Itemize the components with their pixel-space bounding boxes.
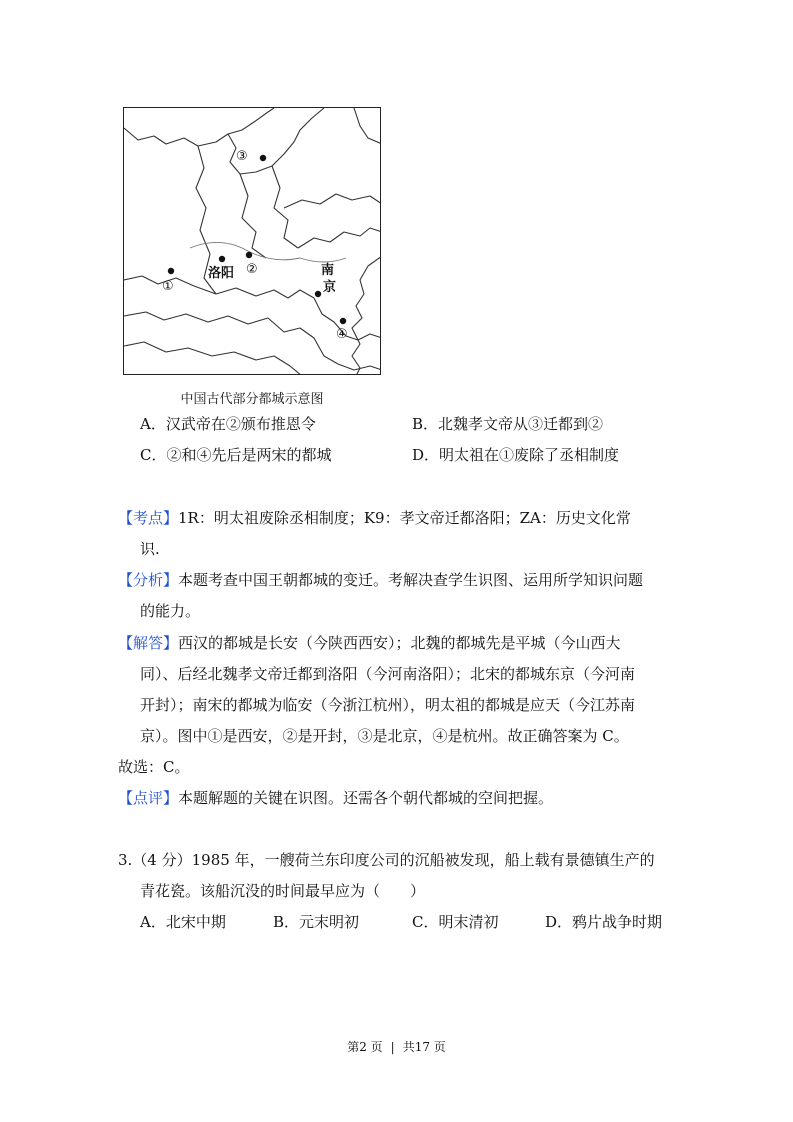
map-border-shanxi	[240, 174, 266, 258]
jieda-line1	[118, 633, 621, 653]
map-border-henan-s	[216, 288, 314, 298]
city-dot-nanjing	[315, 291, 321, 297]
map-label-2: ②	[246, 262, 258, 277]
map-river	[190, 242, 346, 262]
map-label-luoyang: 洛阳	[208, 266, 235, 281]
footer-page: 第2 页	[347, 1040, 383, 1054]
city-dot-3	[260, 155, 266, 161]
map-border-hubei	[124, 312, 268, 324]
city-dot-1	[168, 268, 174, 274]
map-label-jing: 京	[323, 280, 337, 295]
fenxi-tag: 【分析】	[118, 571, 179, 589]
q3-option-a: A．北宋中期	[140, 913, 226, 931]
jieda-line2: 同）、后经北魏孝文帝迁都到洛阳（今河南洛阳）；北宋的都城东京（今河南	[140, 665, 636, 683]
dianping-line	[118, 788, 553, 808]
q2-option-a: A．汉武帝在②颁布推恩令	[140, 415, 316, 433]
map-coast-shandong	[284, 194, 381, 208]
fenxi-text: 本题考查中国王朝都城的变迁。考解决查学生识图、运用所学知识问题	[178, 571, 644, 589]
jieda-text: 西汉的都城是长安（今陕西西安）；北魏的都城先是平城（今山西大	[178, 634, 621, 652]
kaodian-text: 1R：明太祖废除丞相制度；K9：孝文帝迁都洛阳；ZA：历史文化常	[178, 509, 631, 527]
footer-total: 共17 页	[402, 1040, 446, 1054]
kaodian-tag: 【考点】	[118, 509, 179, 527]
map-label-3: ③	[236, 149, 248, 164]
footer-separator: |	[390, 1040, 395, 1054]
q3-option-b: B．元末明初	[273, 913, 360, 931]
jieda-tag: 【解答】	[118, 634, 179, 652]
map-border-hebei	[228, 108, 324, 174]
city-dot-luoyang	[219, 256, 225, 262]
map-border-ne	[354, 108, 381, 144]
city-dot-4	[340, 318, 346, 324]
q2-option-b: B．北魏孝文帝从③迁都到②	[412, 415, 604, 433]
map-border-south	[124, 342, 302, 375]
kaodian-line2: 识.	[140, 540, 160, 558]
map-caption: 中国古代部分都城示意图	[180, 392, 324, 407]
dianping-text: 本题解题的关键在识图。还需各个朝代都城的空间把握。	[178, 789, 554, 807]
city-dot-2	[246, 252, 252, 258]
map-figure	[123, 107, 381, 375]
fenxi-line1	[118, 570, 643, 590]
q2-option-c: C．②和④先后是两宋的都城	[140, 446, 332, 464]
q3-stem-line1: 3.（4 分）1985 年，一艘荷兰东印度公司的沉船被发现，船上载有景德镇生产的	[118, 851, 655, 869]
jieda-line3: 开封）；南宋的都城为临安（今浙江杭州），明太祖的都城是应天（今江苏南	[140, 696, 636, 714]
q3-option-c: C．明末清初	[412, 913, 499, 931]
jieda-line4: 京）。图中①是西安，②是开封，③是北京，④是杭州。故正确答案为 C。	[140, 727, 629, 745]
q2-option-d: D．明太祖在①废除了丞相制度	[412, 446, 620, 464]
q3-option-d: D．鸦片战争时期	[545, 913, 663, 931]
map-label-1: ①	[162, 279, 174, 294]
kaodian-line1	[118, 508, 631, 528]
answer-line: 故选：C。	[118, 758, 190, 776]
map-label-nan: 南	[321, 263, 335, 278]
map-coastline	[352, 256, 381, 375]
dianping-tag: 【点评】	[118, 789, 179, 807]
fenxi-line2: 的能力。	[140, 602, 201, 620]
q3-stem-line2: 青花瓷。该船沉没的时间最早应为（ ）	[140, 882, 426, 900]
page-footer	[0, 1038, 793, 1055]
map-label-4: ④	[336, 327, 348, 342]
map-svg	[124, 108, 381, 375]
map-border-shandong-s	[298, 228, 381, 248]
map-border-north	[124, 108, 274, 146]
